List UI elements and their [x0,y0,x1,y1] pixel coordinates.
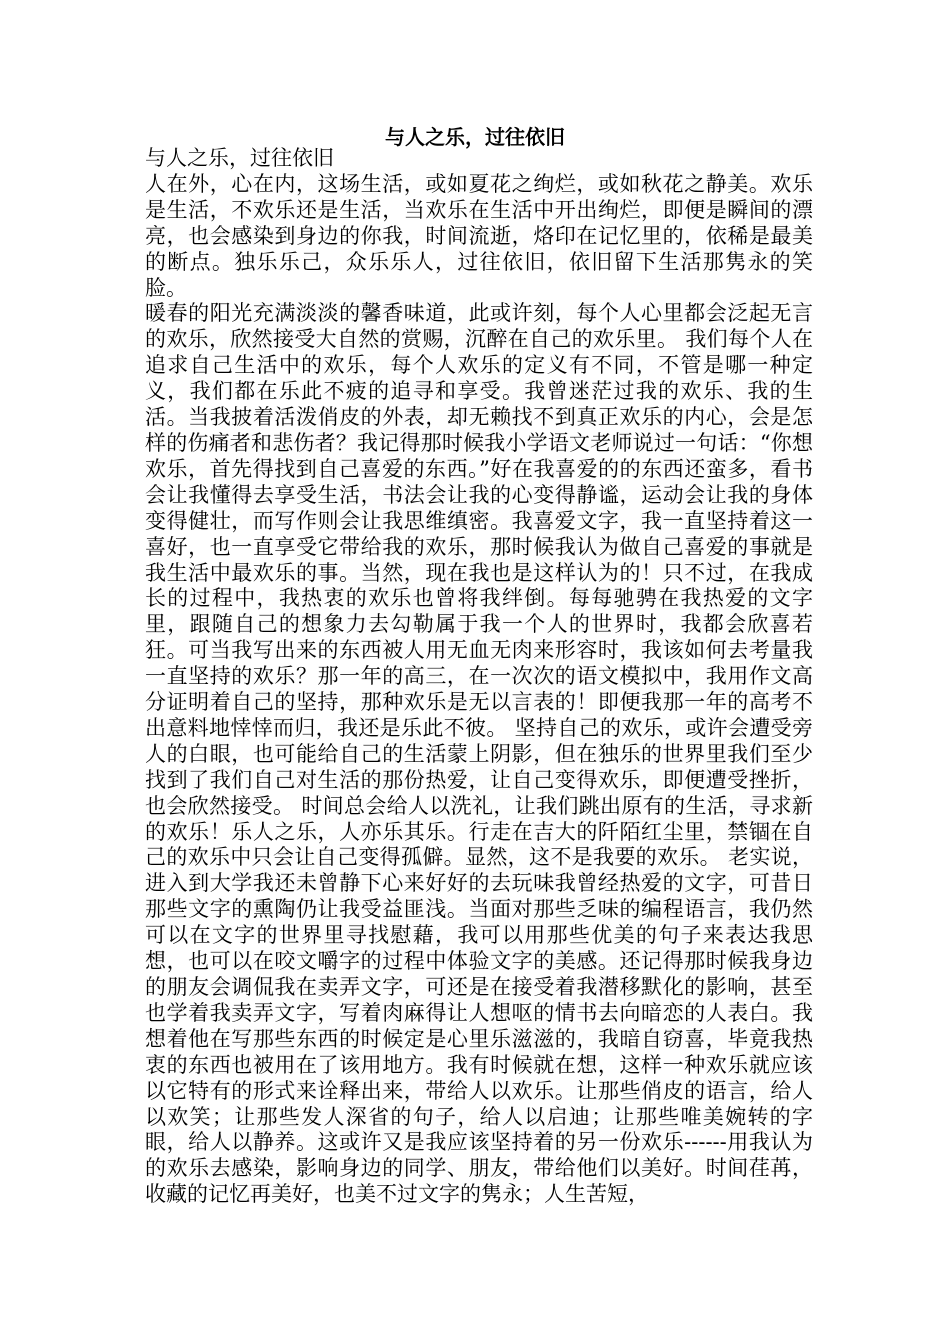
document-body [145,146,813,1208]
document-subtitle: 与人之乐，过往依旧 [145,146,334,170]
body-paragraph: 暖春的阳光充满淡淡的馨香味道，此或许刻，每个人心里都会泛起无言的欢乐，欣然接受大自然的赏赐，沉醉在自己的欢乐里。 我们每个人在追求自己生活中的欢乐，每个人欢乐的定义有不同，不管是哪一种定义，我们都在乐此不疲的追寻和享受。我曾迷茫过我的欢乐、我的生活。当我披着活泼俏皮的外表，却无赖找不到真正欢乐的内心，会是怎样的伤痛者和悲伤者？我记得那时候我小学语文老师说过一句话：“你想欢乐，首先得找到自己喜爱的东西。”好在我喜爱的的东西还蛮多，看书会让我懂得去享受生活，书法会让我的心变得静谧，运动会让我的身体变得健壮，而写作则会让我思维缜密。我喜爱文字，我一直坚持着这一喜好，也一直享受它带给我的欢乐，那时候我认为做自己喜爱的事就是我生活中最欢乐的事。当然，现在我也是这样认为的！只不过，在我成长的过程中，我热衷的欢乐也曾将我绊倒。每每驰骋在我热爱的文字里，跟随自己的想象力去勾勒属于我一个人的世界时，我都会欣喜若狂。可当我写出来的东西被人用无血无肉来形容时，我该如何去考量我一直坚持的欢乐？那一年的高三，在一次次的语文模拟中，我用作文高分证明着自己的坚持，那种欢乐是无以言表的！即便我那一年的高考不出意料地悻悻而归，我还是乐此不彼。 坚持自己的欢乐，或许会遭受旁人的白眼，也可能给自己的生活蒙上阴影，但在独乐的世界里我们至少找到了我们自己对生活的那份热爱，让自己变得欢乐，即便遭受挫折，也会欣然接受。 时间总会给人以洗礼，让我们跳出原有的生活，寻求新的欢乐！乐人之乐，人亦乐其乐。行走在吉大的阡陌红尘里，禁锢在自己的欢乐中只会让自己变得孤僻。显然，这不是我要的欢乐。 老实说，进入到大学我还未曾静下心来好好的去玩味我曾经热爱的文字，可昔日那些文字的熏陶仍让我受益匪浅。当面对那些乏味的编程语言，我仍然可以在文字的世界里寻找慰藉，我可以用那些优美的句子来表达我思想，也可以在咬文嚼字的过程中体验文字的美感。还记得那时候我身边的朋友会调侃我在卖弄文字，可还是在接受着我潜移默化的影响，甚至也学着我卖弄文字，写着肉麻得让人想呕的情书去向暗恋的人表白。我想着他在写那些东西的时候定是心里乐滋滋的，我暗自窃喜，毕竟我热衷的东西也被用在了该用地方。我有时候就在想，这样一种欢乐就应该以它特有的形式来诠释出来，带给人以欢乐。让那些俏皮的语言，给人以欢笑；让那些发人深省的句子，给人以启迪；让那些唯美婉转的字眼，给人以静养。这或许又是我应该坚持着的另一份欢乐------用我认为的欢乐去感染，影响身边的同学、朋友，带给他们以美好。时间荏苒，收藏的记忆再美好，也美不过文字的隽永；人生苦短， [145,301,813,1207]
body-paragraph: 人在外，心在内，这场生活，或如夏花之绚烂，或如秋花之静美。欢乐是生活，不欢乐还是生活，当欢乐在生活中开出绚烂，即便是瞬间的漂亮，也会感染到身边的你我，时间流逝，烙印在记忆里的，依稀是最美的断点。独乐乐己，众乐乐人，过往依旧，依旧留下生活那隽永的笑脸。 [145,171,813,300]
document-title: 与人之乐，过往依旧 [385,125,565,149]
